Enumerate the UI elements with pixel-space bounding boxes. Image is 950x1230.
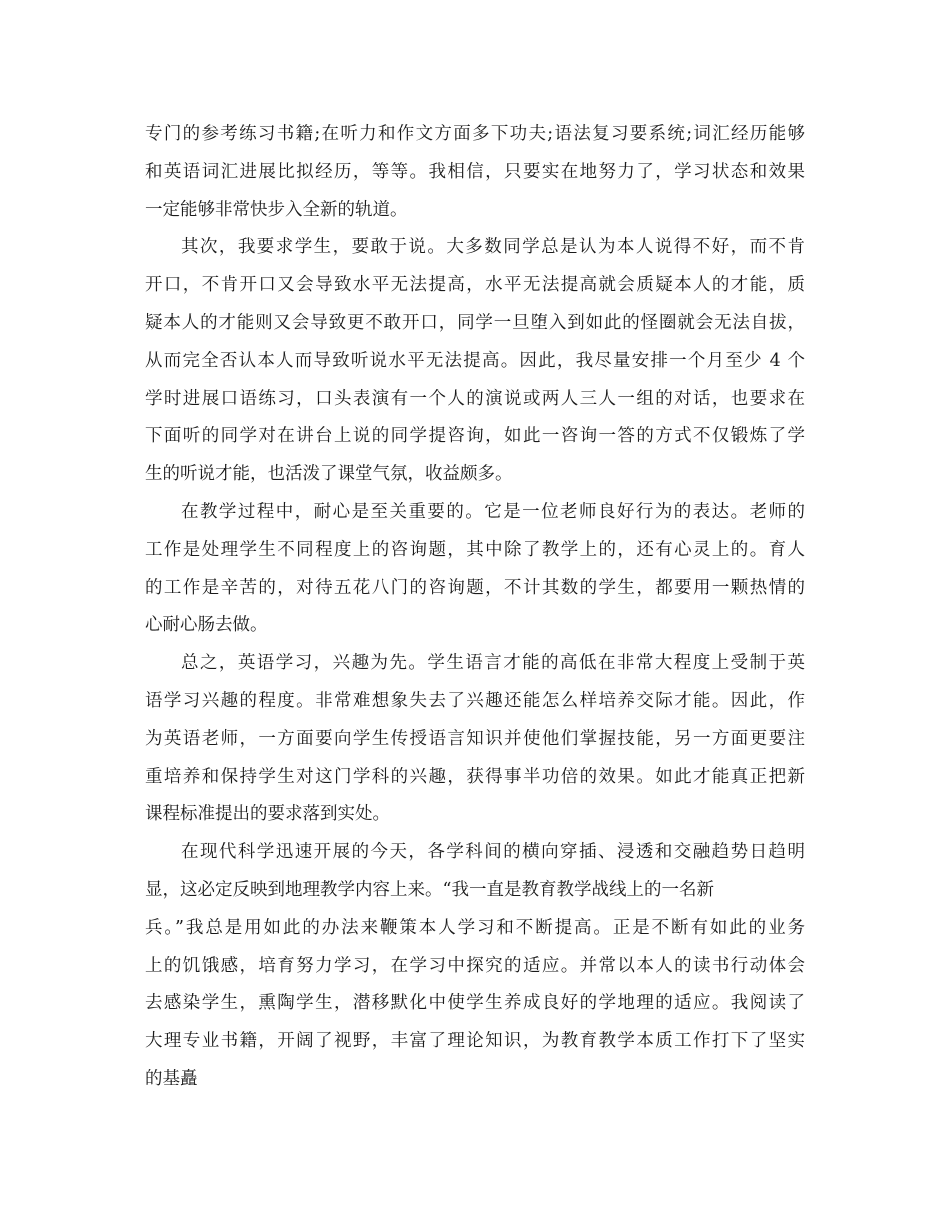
- paragraph-1: [145, 116, 805, 229]
- text-line: 语学习兴趣的程度。非常难想象失去了兴趣还能怎么样培养交际才能。因此，作: [145, 690, 805, 711]
- text-line: 其次，我要求学生，要敢于说。大多数同学总是认为本人说得不好，而不肯: [181, 237, 805, 258]
- paragraph-5: [145, 834, 805, 1099]
- text-line: 显，这必定反映到地理教学内容上来。“我一直是教育教学战线上的一名新: [145, 879, 714, 900]
- text-line: 大理专业书籍，开阔了视野，丰富了理论知识，为教育教学本质工作打下了坚实: [145, 1031, 805, 1052]
- text-line: 在现代科学迅速开展的今天，各学科间的横向穿插、浸透和交融趋势日趋明: [181, 842, 805, 863]
- text-line: 学时进展口语练习，口头表演有一个人的演说或两人三人一组的对话，也要求在: [145, 388, 805, 409]
- text-line: 为英语老师，一方面要向学生传授语言知识并使他们掌握技能，另一方面更要注: [145, 728, 805, 749]
- text-line: 从而完全否认本人而导致听说水平无法提高。因此，我尽量安排一个月至少 4 个: [145, 350, 805, 371]
- text-line: 重培养和保持学生对这门学科的兴趣，获得事半功倍的效果。如此才能真正把新: [145, 766, 805, 787]
- text-line: 和英语词汇进展比拟经历，等等。我相信，只要实在地努力了，学习状态和效果: [145, 161, 805, 182]
- text-line: 总之，英语学习，兴趣为先。学生语言才能的高低在非常大程度上受制于英: [181, 653, 805, 674]
- text-line: 生的听说才能，也活泼了课堂气氛，收益颇多。: [145, 464, 513, 485]
- text-line: 上的饥饿感，培育努力学习，在学习中探究的适应。并常以本人的读书行动体会: [145, 955, 805, 976]
- text-line: 工作是处理学生不同程度上的咨询题，其中除了教学上的，还有心灵上的。育人: [145, 539, 805, 560]
- paragraph-2: [145, 229, 805, 494]
- document-body: [145, 116, 805, 1099]
- text-line: 去感染学生，熏陶学生，潜移默化中使学生养成良好的学地理的适应。我阅读了: [145, 993, 805, 1014]
- text-line: 的基矗: [145, 1068, 198, 1089]
- text-line: 开口，不肯开口又会导致水平无法提高，水平无法提高就会质疑本人的才能，质: [145, 275, 805, 296]
- text-line: 的工作是辛苦的，对待五花八门的咨询题，不计其数的学生，都要用一颗热情的: [145, 577, 805, 598]
- text-line: 兵。”我总是用如此的办法来鞭策本人学习和不断提高。正是不断有如此的业务: [145, 917, 805, 938]
- text-line: 专门的参考练习书籍;在听力和作文方面多下功夫;语法复习要系统;词汇经历能够: [145, 124, 805, 144]
- text-line: 课程标准提出的要求落到实处。: [145, 804, 390, 825]
- text-line: 一定能够非常快步入全新的轨道。: [145, 199, 408, 220]
- paragraph-4: [145, 645, 805, 834]
- paragraph-3: [145, 494, 805, 645]
- text-line: 下面听的同学对在讲台上说的同学提咨询，如此一咨询一答的方式不仅锻炼了学: [145, 426, 805, 447]
- text-line: 心耐心肠去做。: [145, 615, 268, 636]
- text-line: 在教学过程中，耐心是至关重要的。它是一位老师良好行为的表达。老师的: [181, 501, 805, 522]
- text-line: 疑本人的才能则又会导致更不敢开口，同学一旦堕入到如此的怪圈就会无法自拔，: [145, 312, 805, 333]
